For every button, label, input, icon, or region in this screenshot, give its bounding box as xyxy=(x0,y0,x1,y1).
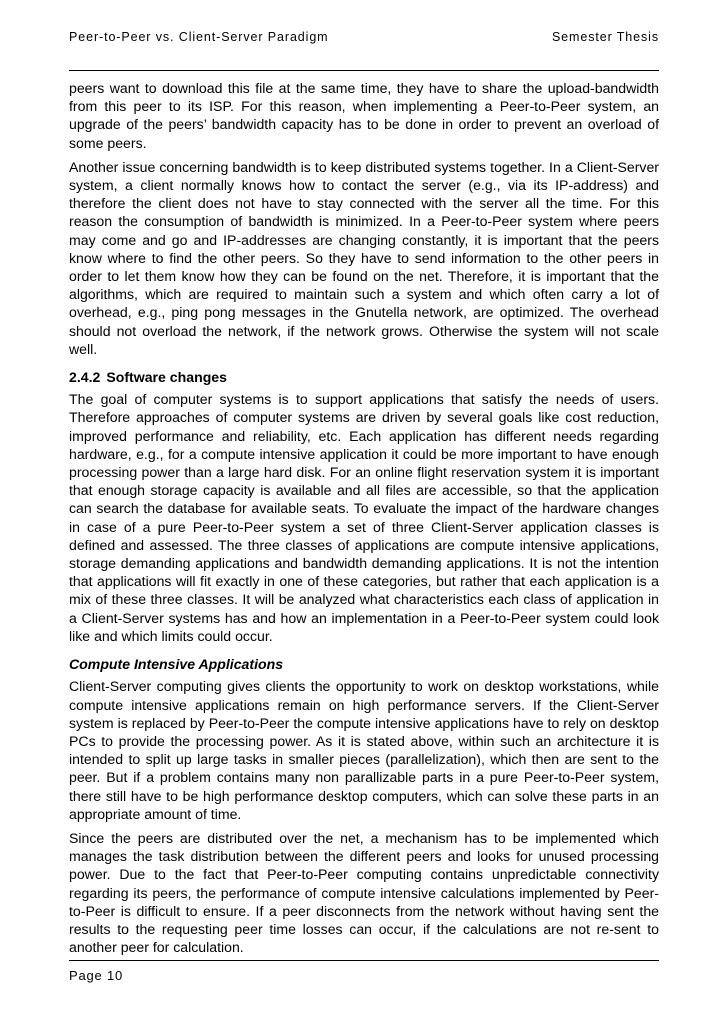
page-header xyxy=(69,30,659,50)
paragraph-compute-intensive: Client-Server computing gives clients the opportunity to work on desktop workstations, while compute intensive applications remain on high performance servers. If the Client-Server system is replaced by Peer-to-Peer the compute intensive applications have to rely on desktop PCs to provide the processing power. As it is stated above, within such an architecture it is intended to split up large tasks in smaller pieces (parallelization), which then are sent to the peer. But if a problem contains many non parallizable parts in a pure Peer-to-Peer system, there still have to be high performance desktop computers, which can solve these parts in an appropriate amount of time. xyxy=(69,678,659,822)
paragraph-task-distribution: Since the peers are distributed over the net, a mechanism has to be implemented which manages the task distribution between the different peers and looks for unused processing power. Due to the fact that Peer-to-Peer computing contains unpredictable connectivity regarding its peers, the performance of compute intensive calculations implemented by Peer-to-Peer is difficult to ensure. If a peer disconnects from the network without having sent the results to the requesting peer time losses can occur, if the calculations are not re-sent to another peer for calculation. xyxy=(69,829,659,956)
paragraph-bandwidth-overhead: Another issue concerning bandwidth is to keep distributed systems together. In a Client-Server system, a client normally knows how to contact the server (e.g., via its IP-address) and therefore the client does not have to stay connected with the server all the time. For this reason the consumption of bandwidth is minimized. In a Peer-to-Peer system where peers may come and go and IP-addresses are changing constantly, it is important that the peers know where to find the other peers. So they have to send information to the other peers in order to let them know how they can be found on the net. Therefore, it is important that the algorithms, which are required to maintain such a system and which often carry a lot of overhead, e.g., ping pong messages in the Gnutella network, are optimized. The overhead should not overload the network, if the network grows. Otherwise the system will not scale well. xyxy=(69,158,659,357)
page-body xyxy=(69,79,659,962)
footer-rule xyxy=(69,960,659,961)
section-title: Software changes xyxy=(106,369,227,386)
header-title: Peer-to-Peer vs. Client-Server Paradigm xyxy=(69,30,329,44)
paragraph-software-changes: The goal of computer systems is to support applications that satisfy the needs of users. Therefore approaches of computer systems are driven by several goals like cost reduction, improved performance and reliability, etc. Each application has different needs regarding hardware, e.g., for a compute intensive application it could be more important to have enough processing power than a large hard disk. For an online flight reservation system it is important that enough storage capacity is available and all files are accessible, so that the application can search the database for available seats. To evaluate the impact of the hardware changes in case of a pure Peer-to-Peer system a set of three Client-Server application classes is defined and assessed. The three classes of applications are compute intensive applications, storage demanding applications and bandwidth demanding applications. It is not the intention that applications will fit exactly in one of these categories, but rather that each application is a mix of these three classes. It will be analyzed what characteristics each class of application in a Client-Server systems has and how an implementation in a Peer-to-Peer system could look like and which limits could occur. xyxy=(69,391,659,644)
section-number: 2.4.2 xyxy=(69,369,101,386)
header-document-type: Semester Thesis xyxy=(551,30,659,44)
header-rule xyxy=(69,70,659,71)
page-number: Page 10 xyxy=(69,968,124,983)
subsection-heading: Compute Intensive Applications xyxy=(69,656,284,673)
paragraph-bandwidth-upload: peers want to download this file at the same time, they have to share the upload-bandwidth from this peer to its ISP. For this reason, when implementing a Peer-to-Peer system, an upgrade of the peers’ bandwidth capacity has to be done in order to prevent an overload of some peers. xyxy=(69,80,659,151)
section-heading xyxy=(69,368,659,386)
